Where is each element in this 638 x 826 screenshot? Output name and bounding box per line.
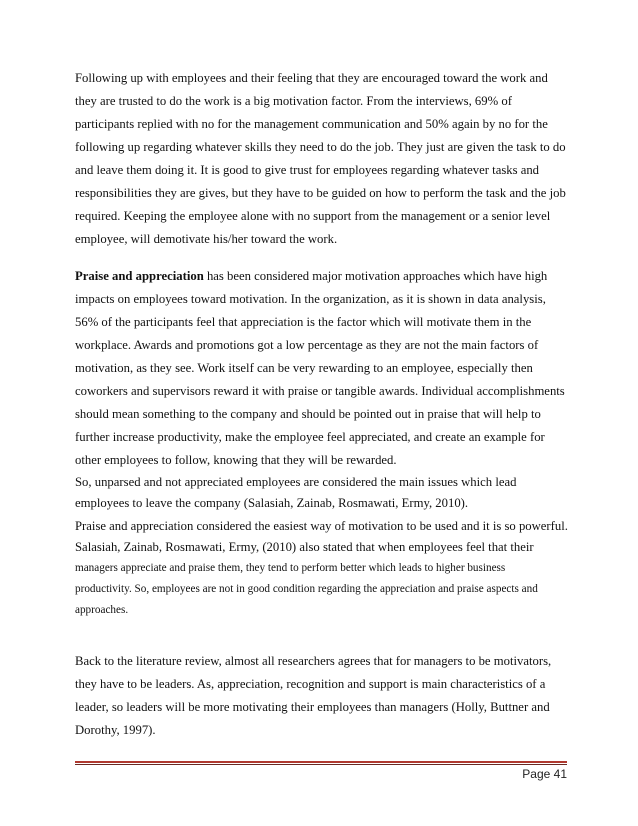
- text-line: employees to leave the company (Salasiah, Zainab, Rosmawati, Ermy, 2010).: [75, 496, 469, 510]
- paragraph-literature-review: [75, 650, 570, 742]
- text-line: impacts on employees toward motivation. In the organization, as it is shown in data analysis,: [75, 292, 546, 306]
- footer-rule: [75, 761, 567, 763]
- paragraph-following-up: [75, 67, 570, 251]
- text-line: and leave them doing it. It is good to give trust for employees regarding whatever tasks and: [75, 163, 540, 177]
- text-line: participants replied with no for the management communication and 50% again by no for the: [75, 117, 548, 131]
- text-line: [75, 265, 570, 288]
- text-line: leader, so leaders will be more motivating their employees than managers (Holly, Buttner and: [75, 700, 550, 714]
- text-line: Praise and appreciation considered the easiest way of motivation to be used and it is so powerful.: [75, 519, 568, 533]
- paragraph-praise-appreciation: [75, 265, 570, 515]
- paragraph-easiest-way: [75, 516, 570, 621]
- text-line: Back to the literature review, almost all researchers agrees that for managers to be motivators,: [75, 654, 552, 668]
- text-line: they are trusted to do the work is a big motivation factor. From the interviews, 69% of: [75, 94, 512, 108]
- text-line: Following up with employees and their feeling that they are encouraged toward the work and: [75, 71, 548, 85]
- text-line: following up regarding whatever skills they need to do the job. They just are given the task to do: [75, 140, 566, 154]
- text-line-rest: has been considered major motivation approaches which have high: [203, 269, 548, 283]
- text-line: approaches.: [75, 604, 129, 616]
- text-line: Dorothy, 1997).: [75, 723, 156, 737]
- text-line: Salasiah, Zainab, Rosmawati, Ermy, (2010) also stated that when employees feel that their: [75, 540, 534, 554]
- text-line: managers appreciate and praise them, they tend to perform better which leads to higher business: [75, 562, 506, 574]
- text-line: should mean something to the company and should be pointed out in praise that will help to: [75, 407, 541, 421]
- text-line: other employees to follow, knowing that they will be rewarded.: [75, 453, 397, 467]
- footer-rule-secondary: [75, 764, 567, 765]
- text-line: productivity. So, employees are not in good condition regarding the appreciation and praise aspects and: [75, 583, 538, 595]
- page-number: Page 41: [522, 767, 567, 781]
- text-line: motivation, as they see. Work itself can be very rewarding to an employee, especially then: [75, 361, 533, 375]
- section-heading: Praise and appreciation: [75, 269, 204, 283]
- text-line: employee, will demotivate his/her toward the work.: [75, 232, 338, 246]
- text-line: further increase productivity, make the employee feel appreciated, and create an example for: [75, 430, 545, 444]
- text-line: they have to be leaders. As, appreciation, recognition and support is main characteristics of a: [75, 677, 546, 691]
- text-line: workplace. Awards and promotions got a low percentage as they are not the main factors of: [75, 338, 539, 352]
- text-line: required. Keeping the employee alone with no support from the management or a senior level: [75, 209, 551, 223]
- text-line: coworkers and supervisors reward it with praise or tangible awards. Individual accomplishments: [75, 384, 565, 398]
- text-line: responsibilities they are gives, but they have to be guided on how to perform the task and the job: [75, 186, 566, 200]
- text-line: 56% of the participants feel that appreciation is the factor which will motivate them in the: [75, 315, 532, 329]
- text-line: So, unparsed and not appreciated employees are considered the main issues which lead: [75, 475, 517, 489]
